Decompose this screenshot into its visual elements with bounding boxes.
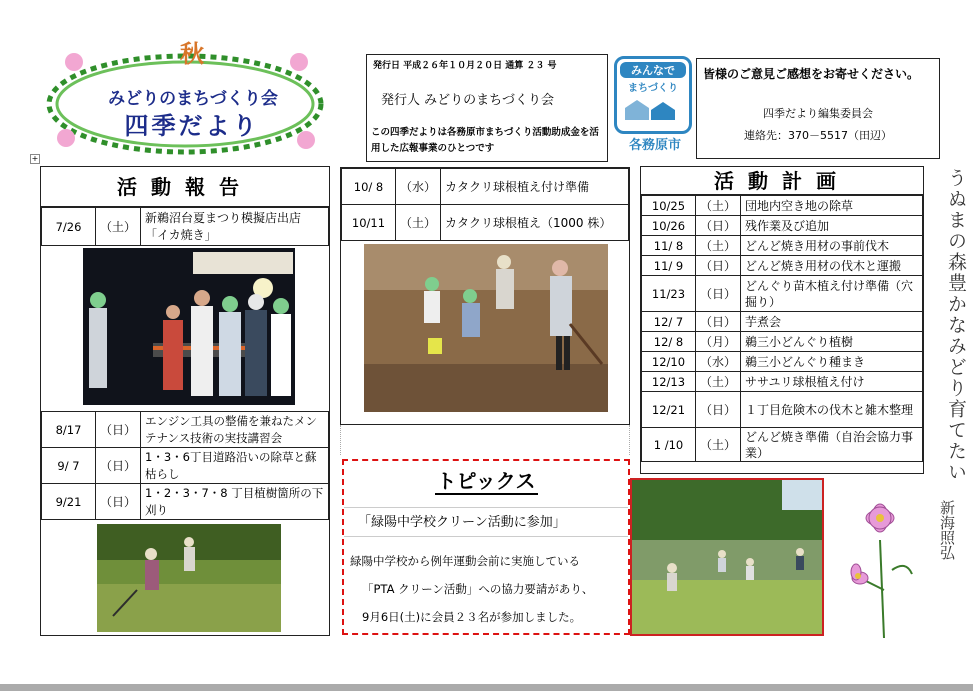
activity-cell: どんぐり苗木植え付け準備（穴掘り） [741,276,923,312]
weekday-cell: （土） [696,428,741,462]
table-row [642,428,923,462]
mowing-photo [97,524,281,632]
table-row [642,332,923,352]
weekday-cell: （日） [696,256,741,276]
topics-line: 9月6日(土)に会員２３名が参加しました。 [362,610,582,624]
weekday-cell: （日） [696,312,741,332]
date-cell: 10/11 [342,205,396,241]
badge-line1: みんなで [620,62,686,78]
table-row [42,484,329,520]
table-row [642,216,923,236]
weekday-cell: （土） [96,208,141,246]
weekday-cell: （水） [396,169,441,205]
report-table-top [41,207,329,246]
move-handle-icon[interactable]: + [31,154,39,163]
table-row [642,372,923,392]
publisher-line: 発行人 みどりのまちづくり会 [381,93,555,108]
table-row [642,236,923,256]
table-row [42,412,329,448]
vertical-poem: うぬまの森豊かなみどり育てたい [945,168,967,483]
issue-info-box [366,54,608,162]
activity-cell: 1・3・6丁目道路沿いの除草と蘇枯らし [141,448,329,484]
activity-cell: 1・2・3・7・8 丁目植樹箇所の下刈り [141,484,329,520]
plan-heading: 活動計画 [641,167,923,195]
activity-cell: 鵜三小どんぐり植樹 [741,332,923,352]
contact-line: 連絡先：370－5517（田辺） [744,129,892,142]
topics-body [350,547,593,631]
committee-name: 四季だより編集委員会 [763,107,873,120]
table-row [642,392,923,428]
activity-report-box [40,166,330,636]
date-cell: 11/ 9 [642,256,696,276]
date-cell: 12/ 7 [642,312,696,332]
weekday-cell: （日） [96,448,141,484]
date-cell: 9/21 [42,484,96,520]
grant-note: この四季だよりは各務原市まちづくり活動助成金を活用した広報事業のひとつです [371,127,599,154]
table-row [642,196,923,216]
topics-subtitle: 「緑陽中学校クリーン活動に参加」 [344,507,628,537]
topics-heading [344,465,628,494]
date-cell: 10/26 [642,216,696,236]
activity-cell: どんど焼き準備（自治会協力事業） [741,428,923,462]
weekday-cell: （日） [696,216,741,236]
weekday-cell: （水） [696,352,741,372]
weekday-cell: （土） [696,372,741,392]
activity-cell: カタクリ球根植え（1000 株） [441,205,629,241]
cosmos-flower-illustration [832,500,932,640]
report-table-mid [41,411,329,520]
weekday-cell: （日） [696,276,741,312]
issue-line: 発行日 平成２６年１０月２０日 通算 ２３ 号 [373,61,557,71]
autumn-glyph: 秋 [180,40,204,68]
date-cell: 12/21 [642,392,696,428]
table-row [642,312,923,332]
city-name: 各務原市 [628,138,681,153]
date-cell: 1 /10 [642,428,696,462]
date-cell: 8/17 [42,412,96,448]
newsletter-name-title: 四季だより [124,112,260,140]
activity-cell: 芋煮会 [741,312,923,332]
poem-author: 新海照弘 [938,500,956,560]
activity-cell: ササユリ球根植え付け [741,372,923,392]
activity-cell: 新鵜沼台夏まつり模擬店出店「イカ焼き」 [141,208,329,246]
houses-icon [617,94,689,124]
activity-cell: 団地内空き地の除草 [741,196,923,216]
date-cell: 11/ 8 [642,236,696,256]
feedback-title: 皆様のご意見ご感想をお寄せください。 [703,67,920,81]
activity-cell: 残作業及び追加 [741,216,923,236]
table-row [42,208,329,246]
weekday-cell: （土） [396,205,441,241]
date-cell: 12/13 [642,372,696,392]
festival-photo [83,248,295,405]
fence-cleanup-photo [630,478,824,636]
feedback-box [696,58,940,159]
weekday-cell: （日） [96,412,141,448]
topics-heading-text: トピックス [436,469,536,493]
table-row [642,352,923,372]
table-row [42,448,329,484]
date-cell: 7/26 [42,208,96,246]
fence-scene-image [632,480,822,634]
weekday-cell: （土） [696,236,741,256]
table-row [642,256,923,276]
date-cell: 11/23 [642,276,696,312]
weekday-cell: （日） [96,484,141,520]
activity-plan-box [640,166,924,474]
activity-cell: エンジン工具の整備を兼ねたメンテナンス技術の実技講習会 [141,412,329,448]
weekday-cell: （日） [696,392,741,428]
date-cell: 9/ 7 [42,448,96,484]
mowing-scene-image [97,524,281,632]
date-cell: 10/ 8 [342,169,396,205]
table-row [642,276,923,312]
date-cell: 10/25 [642,196,696,216]
activity-cell: どんど焼き用材の事前伐木 [741,236,923,256]
plan-table [641,195,923,462]
date-cell: 12/ 8 [642,332,696,352]
topics-line: 「PTA クリーン活動」への協力要請があり、 [362,582,594,596]
activity-cell: どんど焼き用材の伐木と運搬 [741,256,923,276]
date-cell: 12/10 [642,352,696,372]
badge-line2: まちづくり [628,83,678,94]
festival-scene-image [83,248,295,405]
report-table-continued [341,168,629,241]
topics-line: 緑陽中学校から例年運動会前に実施している [350,554,580,568]
planting-scene-image [364,244,608,412]
city-logo-badge [614,56,692,134]
activity-cell: 鵜三小どんぐり種まき [741,352,923,372]
activity-cell: カタクリ球根植え付け準備 [441,169,629,205]
table-row [342,205,629,241]
table-row [342,169,629,205]
activity-cell: １丁目危険木の伐木と雑木整理 [741,392,923,428]
topics-box [342,459,630,635]
report-continued-box [340,167,630,425]
weekday-cell: （土） [696,196,741,216]
report-heading: 活動報告 [41,167,329,207]
planting-photo [364,244,608,412]
spacer-area [340,425,630,455]
org-name-title: みどりのまちづくり会 [108,89,278,109]
weekday-cell: （月） [696,332,741,352]
